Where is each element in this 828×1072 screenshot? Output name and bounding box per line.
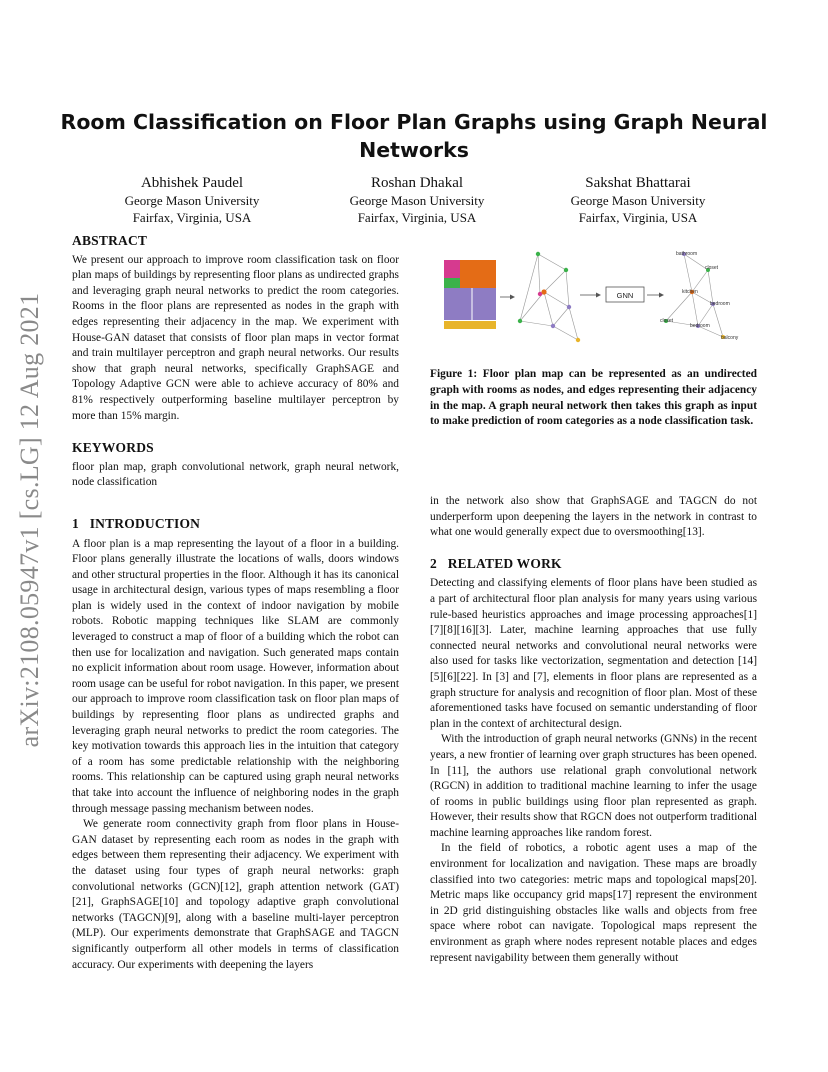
node-label: closet [660,318,674,324]
arxiv-stamp [14,280,46,760]
left-column [72,233,399,973]
input-graph-edges [520,254,578,340]
intro-paragraph-2: We generate room connectivity graph from floor plans in House-GAN dataset by representing each room as nodes in the graph with edges between them representing their adjacency. We experiment with the dataset using four types of graph neural networks: graph convolutional networks (GCN)[12], graph attention network (GAT)[21], GraphSAGE[10] and topology adaptive graph convolutional networks (TAGCN)[9], along with a baseline multi-layer perceptron (MLP). Our experiments demonstrate that GraphSAGE and TAGCN significantly outperform all other models in terms of classification accuracy. Our experiments with deepening the layers [72,818,399,971]
author-location: Fairfax, Virginia, USA [578,209,698,225]
node-label: closet [705,265,719,271]
node-label: balcony [721,335,739,341]
related-paragraph-1: Detecting and classifying elements of floor plans have been studied as a part of architectural floor plan analysis for many years using various rule-based heuristics approaches and image processing approaches[1][7][8][16][3]. Later, machine learning approaches that use fully connected neural networks and convolutional neural networks were also used for tasks like vectorization, segmentation and detection [14][5][6][22]. In [3] and [7], elements in floor plans are represented as a graph structure for analysis and recognition of floor plan. Most of these aforementioned tasks have focused on semantic understanding of floor plan in the context of architectural design. [430,577,757,730]
author-affiliation: George Mason University [349,193,485,208]
author-name: Roshan Dhakal [370,175,464,191]
related-paragraph-2: With the introduction of graph neural networks (GNNs) in the recent years, a new frontier of learning over graph structures has been opened. In [11], the authors use relational graph convolutional network (RGCN) in addition to traditional machine learning to infer the usage of rooms in public buildings using floor plan represented as graph. However, their results show that RGCN does not outperform traditional machine learning approaches like random forest. [430,733,757,839]
room-green [444,278,460,288]
section-heading-introduction [72,516,399,532]
figure-1-graphic [440,244,768,344]
figure-caption-text: Figure 1: Floor plan map can be represented as an undirected graph with rooms as nodes, and edges representing their adjacency in the map. A graph neural network then takes this graph as input to make prediction of room categories as a node classification task. [430,368,757,428]
author-name: Sakshat Bhattarai [585,175,691,191]
node-label: bathroom [676,251,698,257]
room-pink [444,260,460,278]
author-affiliation: George Mason University [570,193,706,208]
intro-paragraph-1: A floor plan is a map representing the layout of a floor in a building. Floor plans generally illustrate the locations of walls, doors windows and other structural properties in the floor. Although it has its canonical usage in architectural design, various types of maps resembling a floor plan is widely used in the context of indoor navigation by mobile robots. Robotic mapping techniques like SLAM are commonly leveraged to construct a map of floor of a building which the robot can then use for localization and navigation. Such generated maps contain no explicit information about room usage. However, information about room usage can be useful for robot navigation. In this paper, we present our approach to improve room classification task on floor plan maps of buildings by representing floor plans as undirected graphs and leveraging graph neural networks to predict the room categories. The key motivation towards this approach lies in the intuition that category of a room has some predictable relationship with the neighboring rooms. This relationship can be captured using graph neural networks that take into account the influence of neighboring nodes in the graph through message passing mechanism between nodes. [72,537,399,815]
arxiv-stamp-text: arXiv:2108.05947v1 [cs.LG] 12 Aug 2021 [15,292,44,748]
gnn-label: GNN [616,291,634,300]
room-orange [460,260,496,288]
author-name: Abhishek Paudel [140,175,244,191]
author-location: Fairfax, Virginia, USA [132,209,252,225]
floor-plan-map [444,260,496,329]
section-number: 1 [72,515,79,531]
related-paragraph-3: In the field of robotics, a robotic agent uses a map of the environment for localization and navigation. These maps are broadly classified into two categories: metric maps and topological maps[20]. Metric maps like occupancy grid maps[17] represent the environment in 2D grid distinguishing obstacles like walls and objects from free space where robot can navigate. Topological maps represent the environment as graph where nodes represent notable places and edges represent navigability between them generally without [430,842,757,964]
right-column [430,494,757,966]
intro-paragraph-3: in the network also show that GraphSAGE and TAGCN do not underperform upon deepening the layers in the network in contrast to what one would generally expect due to oversmoothing[13]. [430,495,757,539]
section-title: RELATED WORK [447,555,562,571]
author-2 [297,174,537,226]
keywords-text: floor plan map, graph convolutional network, graph neural network, node classification [72,460,399,489]
abstract-text: We present our approach to improve room classification task on floor plan maps of buildings by representing floor plans as undirected graphs and leveraging graph neural networks to predict the room categories. Rooms in the floor plans are represented as nodes in the graph with edges representing their adjacency in the map. We experiment with House-GAN dataset that consists of floor plan maps in vector format and train multilayer perceptron and graph neural networks. Our results show that graph neural networks, specifically GraphSAGE and Topology Adaptive GCN were able to achieve accuracy of 80% and 81% respectively outperforming baseline multilayer perceptron by more than 15% margin. [72,253,399,422]
author-location: Fairfax, Virginia, USA [357,209,477,225]
node-label: kitchen [682,289,698,295]
section-heading-related-work [430,556,757,572]
arrow-head-icon [659,293,664,298]
paper-title: Room Classification on Floor Plan Graphs using Graph Neural Networks [60,110,768,162]
figure-caption [430,367,757,430]
author-3 [518,174,758,226]
node-label: bedroom [710,301,730,307]
input-graph-nodes [518,252,580,342]
section-number: 2 [430,555,437,571]
keywords-heading: KEYWORDS [72,440,154,456]
author-1 [72,174,312,226]
arrow-head-icon [596,293,601,298]
author-affiliation: George Mason University [124,193,260,208]
room-yellow [444,321,496,329]
node-label: bedroom [690,323,710,329]
section-title: INTRODUCTION [89,515,201,531]
arrow-head-icon [510,295,515,300]
abstract-heading: ABSTRACT [72,233,148,248]
room-purple [444,288,496,320]
